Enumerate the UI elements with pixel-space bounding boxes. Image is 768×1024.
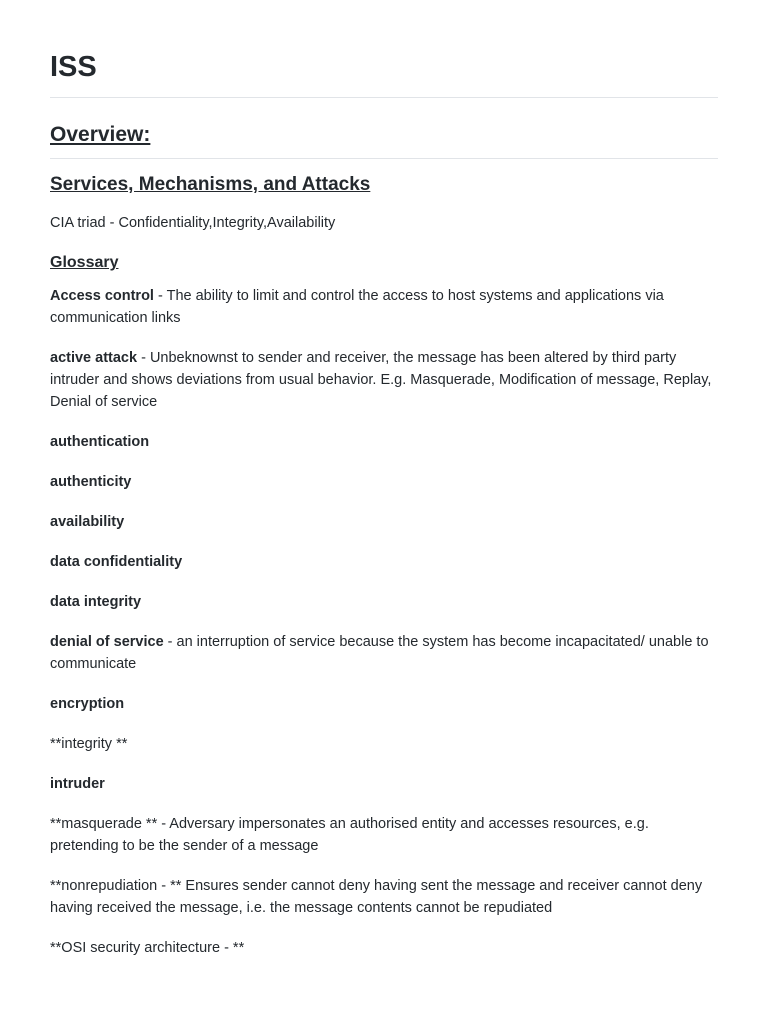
glossary-term: authentication (50, 434, 150, 450)
glossary-term: Access control (50, 288, 154, 304)
glossary-definition: **nonrepudiation - ** Ensures sender cannot deny having sent the message and receiver cannot deny having received the message, i.e. the message contents cannot be repudiated (50, 878, 703, 916)
glossary-definition: - an interruption of service because the system has become incapacitated/ unable to communicate (50, 634, 709, 672)
overview-heading: Overview: (50, 121, 718, 159)
glossary-entry (50, 773, 718, 795)
glossary-entry (50, 431, 718, 453)
glossary-term: encryption (50, 696, 125, 712)
glossary-entry (50, 591, 718, 613)
document-page (50, 0, 718, 959)
glossary-definition: - Unbeknownst to sender and receiver, the message has been altered by third party intruder and shows deviations from usual behavior. E.g. Masquerade, Modification of message, Replay, Denial of service (50, 350, 712, 410)
glossary-term: denial of service (50, 634, 164, 650)
glossary-term: authenticity (50, 474, 132, 490)
glossary-entry (50, 937, 718, 959)
glossary-definition: **OSI security architecture - ** (50, 940, 245, 956)
glossary-term: availability (50, 514, 125, 530)
intro-text: CIA triad - Confidentiality,Integrity,Availability (50, 215, 336, 231)
glossary-term: data integrity (50, 594, 142, 610)
glossary-term: active attack (50, 350, 138, 366)
glossary-entry (50, 693, 718, 715)
glossary-entry (50, 733, 718, 755)
glossary-term: data confidentiality (50, 554, 183, 570)
page-title: ISS (50, 49, 718, 98)
section-heading: Services, Mechanisms, and Attacks (50, 174, 371, 195)
glossary-definition: **masquerade ** - Adversary impersonates an authorised entity and accesses resources, e.g. pretending to be the sender of a message (50, 816, 649, 854)
glossary-term: intruder (50, 776, 105, 792)
glossary-entry (50, 813, 718, 857)
glossary-entry (50, 551, 718, 573)
glossary-entry (50, 347, 718, 413)
glossary-entry (50, 511, 718, 533)
glossary-definition: - The ability to limit and control the access to host systems and applications via communication links (50, 288, 664, 326)
glossary-entry (50, 285, 718, 329)
glossary-entry (50, 471, 718, 493)
glossary-definition: **integrity ** (50, 736, 128, 752)
glossary-entry (50, 631, 718, 675)
glossary-entry (50, 875, 718, 919)
glossary-heading: Glossary (50, 254, 119, 271)
